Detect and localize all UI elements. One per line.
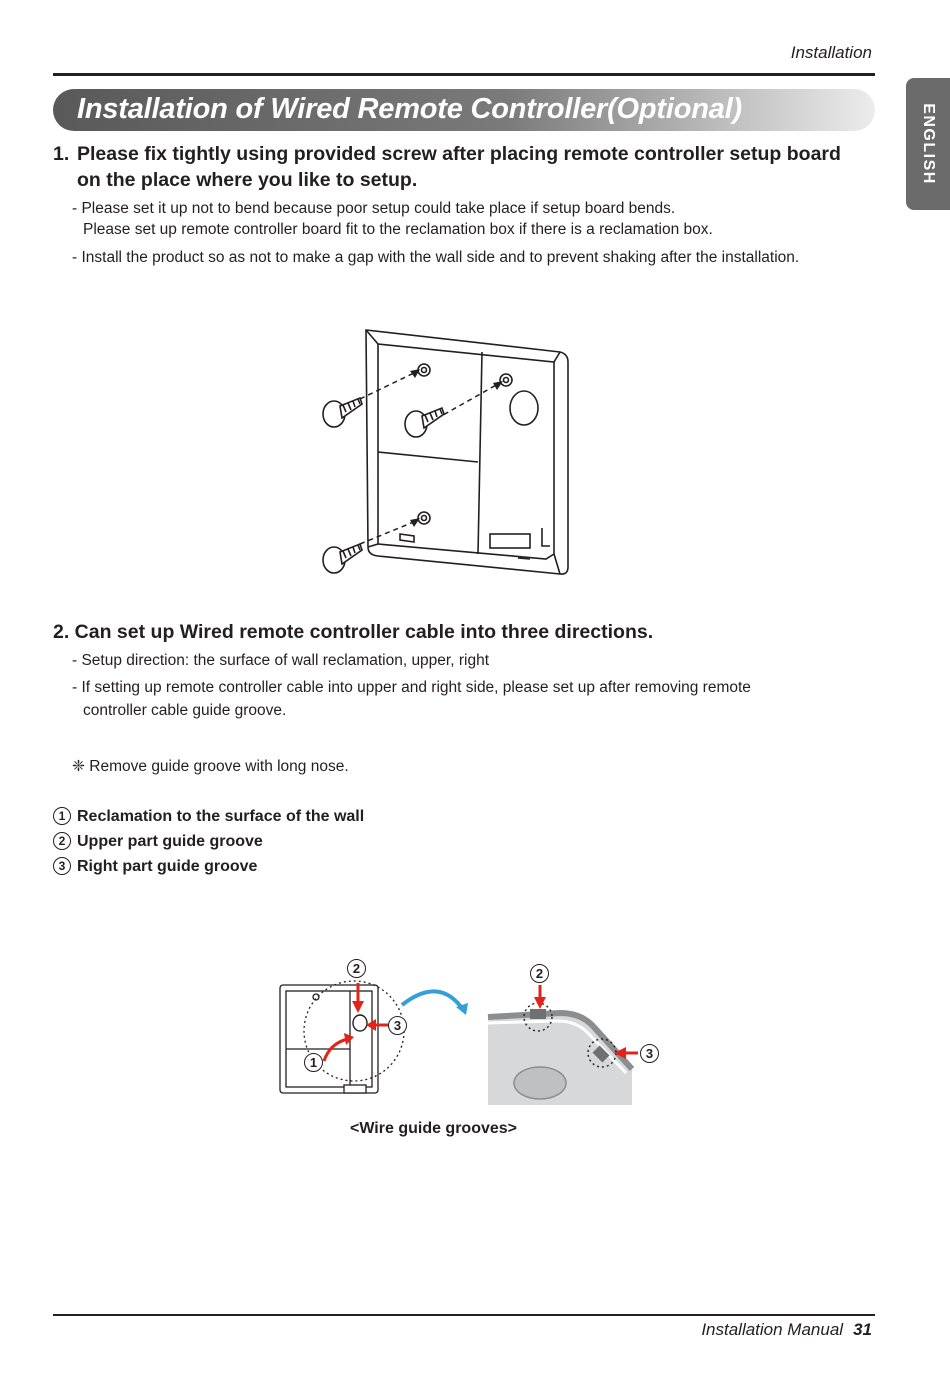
figure-caption: <Wire guide grooves> (350, 1120, 518, 1137)
legend-item (53, 831, 263, 853)
legend-label: Right part guide groove (77, 858, 258, 875)
language-tab (906, 78, 950, 210)
step1-bullet1-line1: - Please set it up not to bend because poor setup could take place if setup board bends. (72, 200, 676, 217)
wire-guide-grooves-drawing (270, 955, 670, 1120)
legend-label: Upper part guide groove (77, 833, 263, 850)
callout-2-left: 2 (347, 959, 366, 978)
page-title: Installation of Wired Remote Controller(Optional) (77, 93, 743, 125)
step1-heading (53, 142, 883, 167)
section-title-banner (53, 89, 875, 131)
page-footer (701, 1320, 872, 1340)
running-header: Installation (790, 43, 872, 62)
step1-title-line2: on the place where you like to setup. (77, 169, 418, 191)
footer-manual-title: Installation Manual (701, 1320, 844, 1339)
setup-board-illustration (318, 322, 578, 582)
language-tab-label: ENGLISH (920, 103, 937, 185)
legend-number: 2 (53, 832, 71, 850)
top-rule (53, 73, 875, 76)
step1-number: 1. (53, 143, 70, 165)
legend-label: Reclamation to the surface of the wall (77, 808, 365, 825)
wire-guide-grooves-illustration (270, 955, 670, 1120)
page-number: 31 (853, 1320, 872, 1339)
step2-bullet2-line1: - If setting up remote controller cable into upper and right side, please set up after removing remote (72, 679, 751, 696)
legend-number: 3 (53, 857, 71, 875)
step2-heading: 2. Can set up Wired remote controller cable into three directions. (53, 621, 654, 643)
legend-number: 1 (53, 807, 71, 825)
note-text: ❈ Remove guide groove with long nose. (72, 758, 349, 775)
callout-2-right: 2 (530, 964, 549, 983)
step1-bullet1-line2: Please set up remote controller board fit to the reclamation box if there is a reclamation box. (83, 221, 713, 238)
callout-1: 1 (304, 1053, 323, 1072)
bottom-rule (53, 1314, 875, 1316)
step2-bullet1: - Setup direction: the surface of wall reclamation, upper, right (72, 652, 489, 669)
step2-bullet2-line2: controller cable guide groove. (83, 702, 287, 719)
callout-3-right: 3 (640, 1044, 659, 1063)
legend-item (53, 856, 257, 878)
step1-title-line1: Please fix tightly using provided screw after placing remote controller setup board (77, 143, 841, 165)
callout-3-left: 3 (388, 1016, 407, 1035)
legend-item (53, 806, 364, 828)
step1-bullet2: - Install the product so as not to make a gap with the wall side and to prevent shaking after the installation. (72, 249, 800, 266)
